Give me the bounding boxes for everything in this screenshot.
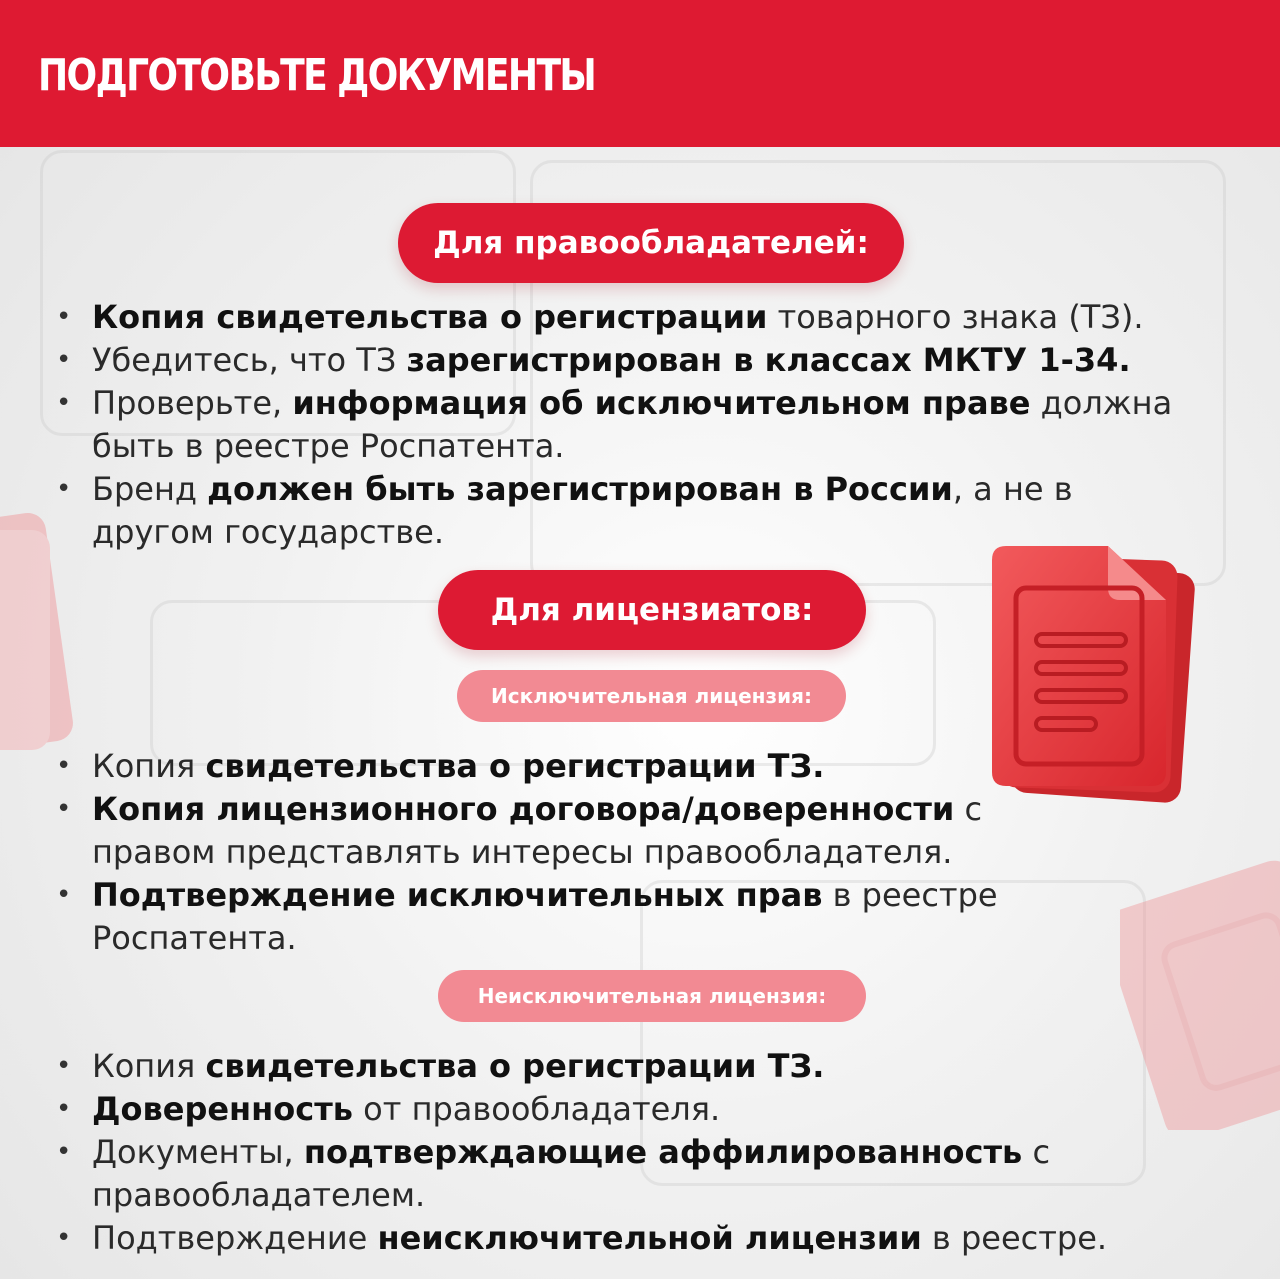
text: Подтверждение — [92, 1219, 378, 1257]
bold-text: Доверенность — [92, 1090, 353, 1128]
header-bar — [0, 0, 1280, 147]
bold-text: свидетельства о регистрации ТЗ. — [205, 1047, 825, 1085]
bold-text: Подтверждение исключительных прав — [92, 876, 823, 914]
section-title-holders: Для правообладателей: — [398, 203, 904, 283]
bold-text: должен быть зарегистрирован в России — [207, 470, 953, 508]
text: с — [1022, 1133, 1051, 1171]
list-item — [56, 296, 1172, 339]
list-item — [56, 1217, 1107, 1260]
text: Проверьте, — [92, 384, 293, 422]
text: в реестре. — [921, 1219, 1108, 1257]
document-stack-icon — [0, 510, 80, 760]
bold-text: неисключительной лицензии — [377, 1219, 922, 1257]
list-item — [56, 745, 998, 788]
list-item-continuation — [56, 831, 998, 874]
list-item-continuation — [56, 425, 1172, 468]
text: Бренд — [92, 470, 208, 508]
text: Документы, — [92, 1133, 304, 1171]
subsection-title-nonexclusive: Неисключительная лицензия: — [438, 970, 866, 1022]
text: в реестре — [822, 876, 998, 914]
text: Копия — [92, 1047, 206, 1085]
page-title: ПОДГОТОВЬТЕ ДОКУМЕНТЫ — [38, 50, 596, 101]
text: правом представлять интересы правообладателя. — [92, 833, 953, 871]
text: Убедитесь, что ТЗ — [92, 341, 407, 379]
text: другом государстве. — [92, 513, 444, 551]
section-title-licensees: Для лицензиатов: — [438, 570, 866, 650]
nonexclusive-list — [56, 1045, 1107, 1260]
text: товарного знака (ТЗ). — [767, 298, 1144, 336]
holders-list — [56, 296, 1172, 554]
text: быть в реестре Роспатента. — [92, 427, 565, 465]
document-stack-icon — [1120, 860, 1280, 1130]
list-item-continuation — [56, 1174, 1107, 1217]
bold-text: подтверждающие аффилированность — [303, 1133, 1023, 1171]
list-item — [56, 382, 1172, 425]
bold-text: свидетельства о регистрации ТЗ. — [205, 747, 825, 785]
bold-text: информация об исключительном праве — [292, 384, 1031, 422]
text: должна — [1030, 384, 1173, 422]
bold-text: зарегистрирован в классах МКТУ 1-34. — [406, 341, 1131, 379]
text: с — [954, 790, 983, 828]
subsection-title-exclusive: Исключительная лицензия: — [457, 670, 846, 722]
list-item — [56, 1088, 1107, 1131]
list-item — [56, 1131, 1107, 1174]
exclusive-list — [56, 745, 998, 960]
bold-text: Копия свидетельства о регистрации — [92, 298, 768, 336]
text: , а не в — [952, 470, 1073, 508]
text: Роспатента. — [92, 919, 297, 957]
list-item — [56, 874, 998, 917]
list-item-continuation — [56, 917, 998, 960]
bold-text: Копия лицензионного договора/доверенности — [92, 790, 955, 828]
list-item — [56, 468, 1172, 511]
text: от правообладателя. — [353, 1090, 721, 1128]
list-item — [56, 1045, 1107, 1088]
list-item — [56, 788, 998, 831]
list-item — [56, 339, 1172, 382]
text: Копия — [92, 747, 206, 785]
document-stack-icon — [980, 540, 1200, 810]
text: правообладателем. — [92, 1176, 426, 1214]
